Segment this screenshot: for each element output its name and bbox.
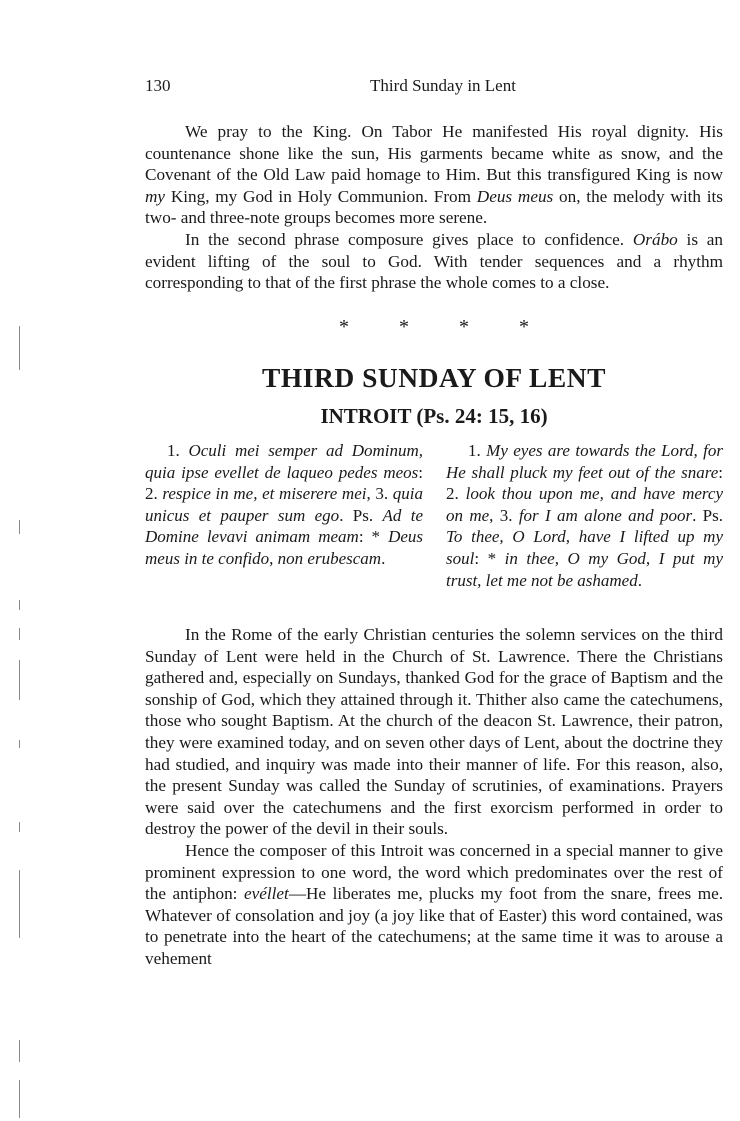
verse-marker: .: [637, 570, 642, 590]
verse-marker: : *: [474, 548, 505, 568]
emphasis-text: my: [145, 186, 166, 206]
chant-text: quia unicus et pauper sum ego: [145, 484, 424, 525]
emphasis-text: Orábo: [632, 229, 678, 249]
chant-text: My eyes are towards the Lord, for He shall pluck my feet out of the snare: [446, 441, 724, 482]
chant-text: Oculi mei semper ad Dominum, quia ipse evellet de laqueo pedes meos: [145, 441, 424, 482]
body-paragraph: We pray to the King. On Tabor He manifested His royal dignity. His countenance shone like the sun, His garments became white as snow, and the Covenant of the Old Law paid homage to Him. But this transfigured King is now my King, my God in Holy Communion. From Deus meus on, the melody with its two- and three-note groups becomes more serene.: [145, 122, 723, 228]
verse-marker: .: [381, 548, 386, 568]
section-separator: [145, 316, 723, 339]
chant-text: respice in me, et miserere mei: [162, 484, 367, 504]
body-paragraph: Hence the composer of this Introit was concerned in a special manner to give prominent expression to one word, the word which predominates over the rest of the antiphon: evéllet—He liberates me, plucks my foot from the snare, frees me. Whatever of consolation and joy (a joy like that of Easter) this word contained, was to penetrate into the heart of the catechumens; at the same time it was to arouse a vehement: [145, 840, 724, 968]
english-text-column: [446, 440, 723, 591]
emphasis-text: Deus meus: [476, 186, 554, 206]
verse-marker: : 2.: [446, 462, 723, 504]
chant-text: in thee, O my God, I put my trust, let me not be ashamed: [446, 548, 723, 590]
separator-star: *: [519, 316, 529, 338]
english-text: [446, 440, 723, 591]
verse-marker: 1.: [167, 441, 189, 460]
chant-text: Deus meus in te confido, non erubescam: [145, 527, 424, 568]
introit-heading: INTROIT (Ps. 24: 15, 16): [320, 404, 548, 428]
verse-marker: : *: [358, 527, 389, 547]
latin-text: [145, 440, 423, 570]
section-title: THIRD SUNDAY OF LENT: [262, 362, 606, 393]
separator-star: *: [459, 316, 469, 338]
verse-marker: , 3.: [366, 484, 393, 504]
verse-marker: 1.: [468, 441, 487, 460]
chant-text: for I am alone and poor: [518, 505, 693, 525]
verse-marker: , 3.: [489, 505, 519, 525]
verse-marker: : 2.: [145, 462, 423, 504]
top-text-block: [145, 121, 723, 294]
running-title: Third Sunday in Lent: [370, 76, 516, 95]
latin-text-column: [145, 440, 423, 570]
separator-star: *: [339, 316, 349, 338]
page-number: 130: [145, 76, 171, 95]
bottom-text-block: [145, 624, 723, 970]
chant-text: look thou upon me, and have mercy on me: [446, 484, 723, 525]
body-paragraph: In the second phrase composure gives place to confidence. Orábo is an evident lifting of the soul to God. With tender sequences and a rhythm corresponding to that of the first phrase the whole comes to a close.: [145, 229, 724, 293]
verse-marker: . Ps.: [692, 505, 724, 525]
body-paragraph: In the Rome of the early Christian centuries the solemn services on the third Sunday of Lent were held in the Church of St. Lawrence. There the Christians gathered and, especially on Sundays, thanked God for the grace of Baptism and the sonship of God, which they attained through it. Thither also came the catechumens, those who sought Baptism. At the church of the deacon St. Lawrence, their patron, they were examined today, and on seven other days of Lent, about the doctrine they had studied, and inquiry was made into their manner of life. For this reason, also, the present Sunday was called the Sunday of scrutinies, of examinations. Prayers were said over the catechumens and the first exorcism performed in order to destroy the power of the devil in their souls.: [145, 625, 723, 839]
chant-text: To thee, O Lord, have I lifted up my soul: [446, 527, 723, 568]
scan-margin-marks: [17, 0, 23, 1121]
emphasis-text: evéllet: [243, 884, 289, 904]
verse-marker: . Ps.: [339, 505, 383, 525]
separator-star: *: [399, 316, 409, 338]
page-header: [145, 76, 723, 100]
chant-text: Ad te Domine levavi animam meam: [145, 505, 423, 547]
